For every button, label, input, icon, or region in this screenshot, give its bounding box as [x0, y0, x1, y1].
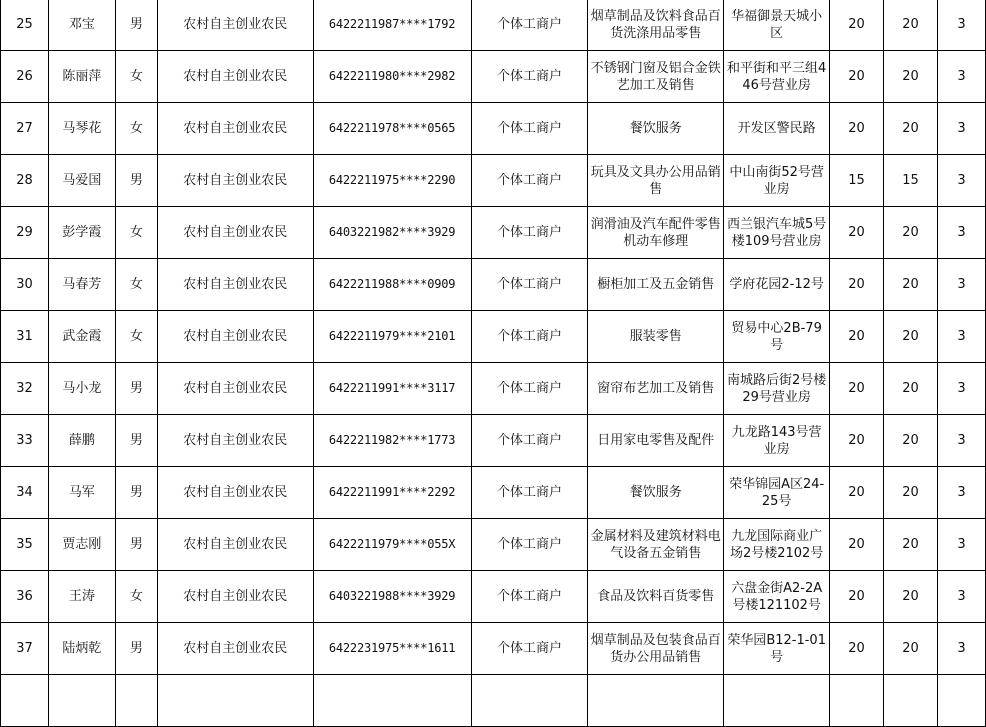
value-a-cell[interactable]: 20	[830, 0, 884, 51]
value-a-cell[interactable]: 20	[830, 623, 884, 675]
value-b-cell[interactable]: 20	[884, 51, 938, 103]
row-number-cell[interactable]: 25	[1, 0, 49, 51]
address-cell[interactable]: 六盘金街A2-2A号楼121102号	[724, 571, 830, 623]
business-scope-cell[interactable]	[588, 675, 724, 727]
gender-cell[interactable]: 男	[115, 519, 157, 571]
address-cell[interactable]: 学府花园2-12号	[724, 259, 830, 311]
table-row	[1, 311, 986, 363]
entity-type-cell[interactable]	[471, 675, 588, 727]
business-scope-cell[interactable]: 窗帘布艺加工及销售	[588, 363, 724, 415]
gender-cell[interactable]: 女	[115, 51, 157, 103]
value-c-cell[interactable]: 3	[937, 519, 985, 571]
value-b-cell[interactable]: 20	[884, 415, 938, 467]
entity-type-cell[interactable]: 个体工商户	[471, 207, 588, 259]
id-number-cell[interactable]: 6422211991****3117	[313, 363, 471, 415]
table-row	[1, 363, 986, 415]
id-number-cell[interactable]: 6403221988****3929	[313, 571, 471, 623]
category-cell[interactable]: 农村自主创业农民	[157, 51, 313, 103]
gender-cell[interactable]	[115, 675, 157, 727]
address-cell[interactable]: 和平街和平三组446号营业房	[724, 51, 830, 103]
value-c-cell[interactable]	[937, 675, 985, 727]
id-number-cell[interactable]: 6422211982****1773	[313, 415, 471, 467]
category-cell[interactable]: 农村自主创业农民	[157, 415, 313, 467]
value-c-cell[interactable]: 3	[937, 103, 985, 155]
gender-cell[interactable]: 男	[115, 623, 157, 675]
row-number-cell[interactable]	[1, 675, 49, 727]
category-cell[interactable]	[157, 675, 313, 727]
category-cell[interactable]: 农村自主创业农民	[157, 571, 313, 623]
gender-cell[interactable]: 女	[115, 207, 157, 259]
value-c-cell[interactable]: 3	[937, 259, 985, 311]
value-a-cell[interactable]: 20	[830, 51, 884, 103]
value-a-cell[interactable]: 20	[830, 571, 884, 623]
value-b-cell[interactable]	[884, 675, 938, 727]
name-cell[interactable]: 王涛	[48, 571, 115, 623]
category-cell[interactable]: 农村自主创业农民	[157, 467, 313, 519]
value-a-cell[interactable]: 20	[830, 103, 884, 155]
id-number-cell[interactable]: 6403221982****3929	[313, 207, 471, 259]
address-cell[interactable]: 中山南街52号营业房	[724, 155, 830, 207]
row-number-cell[interactable]: 26	[1, 51, 49, 103]
name-cell[interactable]: 彭学霞	[48, 207, 115, 259]
value-a-cell[interactable]: 20	[830, 363, 884, 415]
value-b-cell[interactable]: 20	[884, 0, 938, 51]
business-scope-cell[interactable]: 玩具及文具办公用品销售	[588, 155, 724, 207]
value-a-cell[interactable]: 20	[830, 311, 884, 363]
business-scope-cell[interactable]: 烟草制品及饮料食品百货洗涤用品零售	[588, 0, 724, 51]
entity-type-cell[interactable]: 个体工商户	[471, 467, 588, 519]
business-scope-cell[interactable]: 日用家电零售及配件	[588, 415, 724, 467]
row-number-cell[interactable]: 29	[1, 207, 49, 259]
category-cell[interactable]: 农村自主创业农民	[157, 0, 313, 51]
value-a-cell[interactable]: 20	[830, 259, 884, 311]
name-cell[interactable]	[48, 675, 115, 727]
category-cell[interactable]: 农村自主创业农民	[157, 519, 313, 571]
category-cell[interactable]: 农村自主创业农民	[157, 103, 313, 155]
name-cell[interactable]: 陆炳乾	[48, 623, 115, 675]
table-row	[1, 571, 986, 623]
value-b-cell[interactable]: 20	[884, 467, 938, 519]
business-scope-cell[interactable]: 橱柜加工及五金销售	[588, 259, 724, 311]
address-cell[interactable]: 开发区警民路	[724, 103, 830, 155]
business-scope-cell[interactable]: 服装零售	[588, 311, 724, 363]
value-b-cell[interactable]: 20	[884, 207, 938, 259]
address-cell[interactable]: 九龙国际商业广场2号楼2102号	[724, 519, 830, 571]
business-scope-cell[interactable]: 餐饮服务	[588, 103, 724, 155]
name-cell[interactable]: 马春芳	[48, 259, 115, 311]
value-b-cell[interactable]: 20	[884, 259, 938, 311]
id-number-cell[interactable]: 6422211991****2292	[313, 467, 471, 519]
row-number-cell[interactable]: 27	[1, 103, 49, 155]
entity-type-cell[interactable]: 个体工商户	[471, 51, 588, 103]
category-cell[interactable]: 农村自主创业农民	[157, 207, 313, 259]
entity-type-cell[interactable]: 个体工商户	[471, 571, 588, 623]
table-row	[1, 51, 986, 103]
value-c-cell[interactable]: 3	[937, 415, 985, 467]
value-c-cell[interactable]: 3	[937, 571, 985, 623]
entity-type-cell[interactable]: 个体工商户	[471, 363, 588, 415]
id-number-cell[interactable]	[313, 675, 471, 727]
table-row	[1, 103, 986, 155]
table-row	[1, 415, 986, 467]
table-row	[1, 0, 986, 51]
entity-type-cell[interactable]: 个体工商户	[471, 103, 588, 155]
value-b-cell[interactable]: 20	[884, 623, 938, 675]
value-a-cell[interactable]: 20	[830, 519, 884, 571]
value-c-cell[interactable]: 3	[937, 0, 985, 51]
row-number-cell[interactable]: 34	[1, 467, 49, 519]
name-cell[interactable]: 马小龙	[48, 363, 115, 415]
id-number-cell[interactable]: 6422211979****2101	[313, 311, 471, 363]
entity-type-cell[interactable]: 个体工商户	[471, 415, 588, 467]
id-number-cell[interactable]: 6422211979****055X	[313, 519, 471, 571]
id-number-cell[interactable]: 6422211980****2982	[313, 51, 471, 103]
business-scope-cell[interactable]: 餐饮服务	[588, 467, 724, 519]
name-cell[interactable]: 薛鹏	[48, 415, 115, 467]
value-a-cell[interactable]: 20	[830, 415, 884, 467]
gender-cell[interactable]: 男	[115, 0, 157, 51]
table-row	[1, 467, 986, 519]
address-cell[interactable]	[724, 675, 830, 727]
id-number-cell[interactable]: 6422211978****0565	[313, 103, 471, 155]
category-cell[interactable]: 农村自主创业农民	[157, 623, 313, 675]
gender-cell[interactable]: 女	[115, 311, 157, 363]
table-row	[1, 207, 986, 259]
address-cell[interactable]: 西兰银汽车城5号楼109号营业房	[724, 207, 830, 259]
gender-cell[interactable]: 男	[115, 467, 157, 519]
entity-type-cell[interactable]: 个体工商户	[471, 519, 588, 571]
value-c-cell[interactable]: 3	[937, 623, 985, 675]
entity-type-cell[interactable]: 个体工商户	[471, 623, 588, 675]
name-cell[interactable]: 贾志刚	[48, 519, 115, 571]
row-number-cell[interactable]: 36	[1, 571, 49, 623]
table-row	[1, 519, 986, 571]
value-a-cell[interactable]: 20	[830, 467, 884, 519]
row-number-cell[interactable]: 35	[1, 519, 49, 571]
row-number-cell[interactable]: 32	[1, 363, 49, 415]
table-row	[1, 623, 986, 675]
value-b-cell[interactable]: 20	[884, 363, 938, 415]
value-b-cell[interactable]: 15	[884, 155, 938, 207]
entity-type-cell[interactable]: 个体工商户	[471, 259, 588, 311]
name-cell[interactable]: 马爱国	[48, 155, 115, 207]
table-row	[1, 675, 986, 727]
value-c-cell[interactable]: 3	[937, 363, 985, 415]
row-number-cell[interactable]: 30	[1, 259, 49, 311]
gender-cell[interactable]: 女	[115, 571, 157, 623]
address-cell[interactable]: 华福御景天城小区	[724, 0, 830, 51]
name-cell[interactable]: 马琴花	[48, 103, 115, 155]
address-cell[interactable]: 九龙路143号营业房	[724, 415, 830, 467]
gender-cell[interactable]: 男	[115, 415, 157, 467]
name-cell[interactable]: 陈丽萍	[48, 51, 115, 103]
name-cell[interactable]: 邓宝	[48, 0, 115, 51]
address-cell[interactable]: 贸易中心2B-79号	[724, 311, 830, 363]
table-body	[1, 0, 986, 727]
gender-cell[interactable]: 女	[115, 259, 157, 311]
value-a-cell[interactable]: 20	[830, 207, 884, 259]
business-scope-cell[interactable]: 烟草制品及包装食品百货办公用品销售	[588, 623, 724, 675]
value-a-cell[interactable]: 15	[830, 155, 884, 207]
id-number-cell[interactable]: 6422211987****1792	[313, 0, 471, 51]
gender-cell[interactable]: 男	[115, 363, 157, 415]
business-scope-cell[interactable]: 不锈钢门窗及铝合金铁艺加工及销售	[588, 51, 724, 103]
gender-cell[interactable]: 男	[115, 155, 157, 207]
entity-type-cell[interactable]: 个体工商户	[471, 155, 588, 207]
category-cell[interactable]: 农村自主创业农民	[157, 311, 313, 363]
address-cell[interactable]: 南城路后街2号楼29号营业房	[724, 363, 830, 415]
address-cell[interactable]: 荣华园B12-1-01号	[724, 623, 830, 675]
address-cell[interactable]: 荣华锦园A区24-25号	[724, 467, 830, 519]
id-number-cell[interactable]: 6422231975****1611	[313, 623, 471, 675]
business-scope-cell[interactable]: 金属材料及建筑材料电气设备五金销售	[588, 519, 724, 571]
value-b-cell[interactable]: 20	[884, 311, 938, 363]
value-b-cell[interactable]: 20	[884, 103, 938, 155]
value-b-cell[interactable]: 20	[884, 519, 938, 571]
value-c-cell[interactable]: 3	[937, 467, 985, 519]
business-scope-cell[interactable]: 润滑油及汽车配件零售机动车修理	[588, 207, 724, 259]
entity-type-cell[interactable]: 个体工商户	[471, 311, 588, 363]
value-a-cell[interactable]	[830, 675, 884, 727]
category-cell[interactable]: 农村自主创业农民	[157, 155, 313, 207]
name-cell[interactable]: 马军	[48, 467, 115, 519]
table-row	[1, 155, 986, 207]
value-c-cell[interactable]: 3	[937, 207, 985, 259]
row-number-cell[interactable]: 37	[1, 623, 49, 675]
value-b-cell[interactable]: 20	[884, 571, 938, 623]
name-cell[interactable]: 武金霞	[48, 311, 115, 363]
id-number-cell[interactable]: 6422211988****0909	[313, 259, 471, 311]
gender-cell[interactable]: 女	[115, 103, 157, 155]
row-number-cell[interactable]: 33	[1, 415, 49, 467]
business-scope-cell[interactable]: 食品及饮料百货零售	[588, 571, 724, 623]
entity-type-cell[interactable]: 个体工商户	[471, 0, 588, 51]
category-cell[interactable]: 农村自主创业农民	[157, 259, 313, 311]
row-number-cell[interactable]: 28	[1, 155, 49, 207]
row-number-cell[interactable]: 31	[1, 311, 49, 363]
value-c-cell[interactable]: 3	[937, 51, 985, 103]
category-cell[interactable]: 农村自主创业农民	[157, 363, 313, 415]
id-number-cell[interactable]: 6422211975****2290	[313, 155, 471, 207]
value-c-cell[interactable]: 3	[937, 311, 985, 363]
table-row	[1, 259, 986, 311]
value-c-cell[interactable]: 3	[937, 155, 985, 207]
